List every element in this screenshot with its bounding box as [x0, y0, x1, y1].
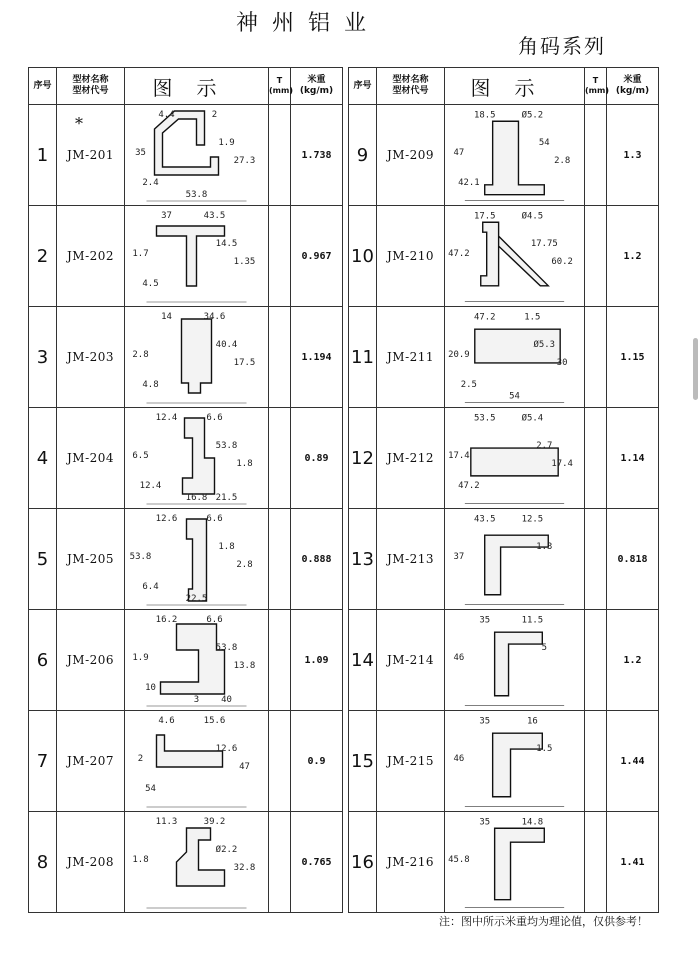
- weight-value: 1.44: [607, 711, 659, 812]
- drawing-cell: [125, 711, 269, 812]
- thickness-cell: [269, 812, 291, 913]
- dimension-label: 3: [193, 695, 200, 705]
- weight-value: 1.738: [291, 105, 343, 206]
- dimension-label: 30: [556, 357, 568, 368]
- row-number: 11: [349, 307, 377, 408]
- dimension-label: 27.3: [233, 156, 256, 166]
- row-number: 2: [29, 206, 57, 307]
- profile-code-cell: [377, 408, 445, 509]
- dimension-label: 4.6: [158, 716, 175, 726]
- dimension-label: 60.2: [551, 256, 573, 267]
- dimension-label: 4.8: [142, 380, 159, 390]
- profile-code: JM-204: [66, 451, 115, 465]
- profile-code-cell: [377, 307, 445, 408]
- profile-code-cell: [377, 610, 445, 711]
- dimension-label: 17.5: [233, 358, 256, 368]
- profile-outline: [161, 624, 225, 694]
- weight-header-line1: 米重: [307, 75, 326, 85]
- dimension-label: 22.5: [185, 594, 208, 604]
- dimension-label: 47.2: [458, 480, 480, 491]
- dimension-label: 12.4: [155, 413, 178, 423]
- dimension-label: 47: [239, 762, 250, 772]
- profile-drawing: [125, 105, 268, 205]
- profile-row: [349, 408, 659, 509]
- profile-code-cell: [57, 307, 125, 408]
- thickness-cell: [269, 206, 291, 307]
- scrollbar[interactable]: [693, 338, 698, 400]
- profile-row: [29, 812, 343, 913]
- dimension-label: 53.5: [473, 413, 496, 424]
- dimension-label: 18.5: [473, 110, 496, 121]
- profile-code-cell: [377, 509, 445, 610]
- row-number: 4: [29, 408, 57, 509]
- header-row: [349, 68, 659, 105]
- weight-value: 0.89: [291, 408, 343, 509]
- dimension-label: 5: [541, 643, 547, 654]
- weight-value: 1.2: [607, 206, 659, 307]
- dimension-label: 46: [453, 754, 465, 764]
- name-header-line1: 型材名称: [72, 75, 109, 85]
- dimension-label: 14.8: [521, 817, 544, 828]
- dimension-label: 6.6: [206, 413, 223, 423]
- name-header-line1: 型材名称: [392, 75, 429, 85]
- drawing-cell: [445, 307, 585, 408]
- weight-header: [291, 68, 343, 105]
- dimension-label: 2: [211, 110, 218, 120]
- weight-value: 0.888: [291, 509, 343, 610]
- profile-code: JM-209: [386, 148, 435, 162]
- profile-drawing: [445, 711, 584, 811]
- thickness-cell: [585, 206, 607, 307]
- drawing-header: 图示: [445, 68, 585, 105]
- dimension-label: 14: [161, 312, 172, 322]
- thickness-cell: [269, 408, 291, 509]
- row-number: 3: [29, 307, 57, 408]
- row-number: 13: [349, 509, 377, 610]
- profile-code-cell: [57, 408, 125, 509]
- dimension-label: 17.4: [448, 451, 470, 461]
- weight-header-line2: (kg/m): [299, 86, 334, 96]
- drawing-cell: [445, 408, 585, 509]
- profile-code-cell: [57, 610, 125, 711]
- dimension-label: 47.2: [448, 249, 470, 259]
- drawing-header: 图示: [125, 68, 269, 105]
- dimension-label: Ø5.2: [521, 110, 544, 121]
- dimension-label: 4.4: [158, 110, 175, 120]
- row-number: 8: [29, 812, 57, 913]
- profile-row: [349, 610, 659, 711]
- profile-outline: [157, 735, 223, 767]
- dimension-label: 35: [479, 716, 491, 727]
- profile-drawing: [125, 408, 268, 508]
- profile-code: JM-208: [66, 855, 115, 869]
- drawing-cell: [125, 105, 269, 206]
- profile-code: JM-212: [386, 451, 435, 465]
- weight-value: 1.194: [291, 307, 343, 408]
- dimension-label: 17.4: [551, 458, 573, 469]
- profile-code: JM-210: [386, 249, 435, 263]
- profile-row: [29, 105, 343, 206]
- weight-value: 0.967: [291, 206, 343, 307]
- dimension-label: 1.8: [218, 542, 235, 552]
- row-number: 16: [349, 812, 377, 913]
- weight-header: [607, 68, 659, 105]
- dimension-label: 12.4: [139, 481, 162, 491]
- dimension-label: 10: [145, 683, 156, 693]
- row-number: 14: [349, 610, 377, 711]
- dimension-label: 40: [221, 695, 232, 705]
- dimension-label: 43.5: [203, 211, 226, 221]
- dimension-label: 17.5: [473, 211, 496, 222]
- dimension-label: 53.8: [215, 441, 238, 451]
- drawing-cell: [445, 105, 585, 206]
- thickness-cell: [269, 610, 291, 711]
- thickness-cell: [585, 307, 607, 408]
- weight-value: 1.41: [607, 812, 659, 913]
- dimension-label: 12.5: [521, 514, 544, 525]
- drawing-cell: [125, 307, 269, 408]
- dimension-label: 1.8: [236, 459, 253, 469]
- dimension-label: 35: [135, 148, 146, 158]
- drawing-cell: [445, 206, 585, 307]
- dimension-label: 21.5: [215, 493, 238, 503]
- profile-code: JM-206: [66, 653, 115, 667]
- name-header-line2: 型材代号: [72, 86, 109, 96]
- weight-value: 1.09: [291, 610, 343, 711]
- profile-code: JM-216: [386, 855, 435, 869]
- profile-row: [29, 206, 343, 307]
- profile-row: [349, 105, 659, 206]
- dimension-label: 54: [145, 784, 156, 794]
- dimension-label: 34.6: [203, 312, 226, 322]
- profile-outline: [481, 222, 549, 286]
- profile-row: [29, 307, 343, 408]
- dimension-label: 15.6: [203, 716, 226, 726]
- profile-drawing: [445, 812, 584, 912]
- t-header: [269, 68, 291, 105]
- dimension-label: 39.2: [203, 817, 226, 827]
- dimension-label: 12.6: [155, 514, 178, 524]
- profile-outline: [177, 828, 225, 886]
- dimension-label: 4.5: [142, 279, 159, 289]
- row-number: 12: [349, 408, 377, 509]
- dimension-label: 1.5: [536, 744, 553, 755]
- thickness-cell: [585, 105, 607, 206]
- row-number: 9: [349, 105, 377, 206]
- thickness-cell: [585, 509, 607, 610]
- weight-value: 1.14: [607, 408, 659, 509]
- profile-code: JM-207: [66, 754, 115, 768]
- row-number: 10: [349, 206, 377, 307]
- weight-header-line1: 米重: [623, 75, 642, 85]
- profile-drawing: [445, 509, 584, 609]
- dimension-label: Ø4.5: [521, 211, 544, 222]
- drawing-cell: [125, 408, 269, 509]
- name-header-line2: 型材代号: [392, 86, 429, 96]
- row-number: 5: [29, 509, 57, 610]
- profile-outline: [182, 319, 212, 393]
- dimension-label: 12.6: [215, 744, 238, 754]
- dimension-label: 1.7: [132, 249, 149, 259]
- profile-drawing: [445, 408, 584, 508]
- dimension-label: Ø2.2: [215, 845, 238, 855]
- dimension-label: 53.8: [129, 552, 152, 562]
- dimension-label: Ø5.3: [533, 340, 556, 351]
- dimension-label: 6.5: [132, 451, 149, 461]
- dimension-label: 13.8: [233, 661, 256, 671]
- dimension-label: 47: [453, 148, 465, 158]
- drawing-cell: [125, 610, 269, 711]
- dimension-label: 2.8: [132, 350, 149, 360]
- profile-row: [349, 711, 659, 812]
- drawing-cell: [445, 812, 585, 913]
- weight-header-line2: (kg/m): [615, 86, 650, 96]
- t-header: [585, 68, 607, 105]
- row-number: 6: [29, 610, 57, 711]
- seq-header: 序号: [29, 68, 57, 105]
- profile-row: [349, 206, 659, 307]
- drawing-cell: [125, 206, 269, 307]
- weight-value: 0.765: [291, 812, 343, 913]
- thickness-cell: [269, 307, 291, 408]
- thickness-cell: [269, 509, 291, 610]
- profile-row: [29, 509, 343, 610]
- row-number: 7: [29, 711, 57, 812]
- dimension-label: 6.4: [142, 582, 159, 592]
- dimension-label: 6.6: [206, 615, 223, 625]
- dimension-label: Ø5.4: [521, 413, 544, 424]
- dimension-label: 11.5: [521, 615, 544, 626]
- dimension-label: 2.7: [536, 441, 553, 452]
- profile-code: JM-215: [386, 754, 435, 768]
- profile-outline: [493, 733, 543, 797]
- weight-value: 1.15: [607, 307, 659, 408]
- dimension-label: 2.5: [460, 379, 477, 390]
- profile-table-right: [348, 67, 659, 913]
- weight-value: 1.2: [607, 610, 659, 711]
- profile-outline: [495, 632, 543, 696]
- dimension-label: 1.9: [218, 138, 235, 148]
- dimension-label: 2: [137, 754, 144, 764]
- dimension-label: 43.5: [473, 514, 496, 525]
- profile-code: JM-214: [386, 653, 435, 667]
- dimension-label: 53.8: [215, 643, 238, 653]
- profile-drawing: [125, 610, 268, 710]
- profile-code-cell: [57, 812, 125, 913]
- dimension-label: 2.8: [554, 155, 571, 166]
- weight-value: 1.3: [607, 105, 659, 206]
- dimension-label: 45.8: [448, 855, 470, 865]
- dimension-label: 46: [453, 653, 465, 663]
- profile-drawing: [445, 105, 584, 205]
- profile-code-cell: [377, 812, 445, 913]
- featured-marker: *: [74, 114, 84, 133]
- profile-row: [29, 610, 343, 711]
- t-header-label: T: [276, 76, 283, 85]
- seq-header: 序号: [349, 68, 377, 105]
- profile-code-cell: [377, 105, 445, 206]
- dimension-label: 54: [509, 391, 520, 402]
- profile-code: JM-201: [66, 148, 115, 162]
- profile-row: [29, 711, 343, 812]
- dimension-label: 1.8: [132, 855, 149, 865]
- thickness-cell: [585, 610, 607, 711]
- thickness-cell: [269, 711, 291, 812]
- profile-drawing: [125, 206, 268, 306]
- drawing-cell: [125, 509, 269, 610]
- profile-drawing: [445, 610, 584, 710]
- dimension-label: 6.6: [206, 514, 223, 524]
- dimension-label: 40.4: [215, 340, 238, 350]
- dimension-label: 11.3: [155, 817, 178, 827]
- dimension-label: 14.5: [215, 239, 238, 249]
- profile-table-left: [28, 67, 343, 913]
- profile-code: JM-205: [66, 552, 115, 566]
- profile-code-cell: [377, 711, 445, 812]
- dimension-label: 2.4: [142, 178, 159, 188]
- profile-drawing: [125, 711, 268, 811]
- header-row: [29, 68, 343, 105]
- dimension-label: 2.8: [236, 560, 253, 570]
- profile-drawing: [445, 307, 584, 407]
- dimension-label: 37: [161, 211, 172, 221]
- profile-drawing: [445, 206, 584, 306]
- profile-outline: [157, 226, 225, 286]
- profile-row: [29, 408, 343, 509]
- footnote: 注：图中所示米重均为理论值，仅供参考！: [439, 915, 648, 928]
- profile-drawing: [125, 509, 268, 609]
- dimension-label: 47.2: [473, 312, 496, 323]
- dimension-label: 1.35: [233, 257, 256, 267]
- profile-code: JM-211: [386, 350, 435, 364]
- drawing-cell: [445, 610, 585, 711]
- thickness-cell: [269, 105, 291, 206]
- drawing-cell: [445, 711, 585, 812]
- dimension-label: 1.5: [524, 312, 541, 323]
- dimension-label: 42.1: [458, 177, 480, 188]
- weight-value: 0.818: [607, 509, 659, 610]
- dimension-label: 53.8: [185, 190, 208, 200]
- profile-outline: [495, 828, 545, 899]
- profile-drawing: [125, 307, 268, 407]
- thickness-cell: [585, 711, 607, 812]
- weight-value: 0.9: [291, 711, 343, 812]
- dimension-label: 54: [538, 138, 550, 149]
- company-name: 神州铝业: [236, 11, 381, 36]
- profile-code: JM-213: [386, 552, 435, 566]
- profile-outline: [485, 121, 545, 194]
- profile-row: [349, 812, 659, 913]
- dimension-label: 32.8: [233, 863, 256, 873]
- name-header: [57, 68, 125, 105]
- profile-outline: [471, 448, 558, 476]
- profile-row: [349, 307, 659, 408]
- drawing-cell: [125, 812, 269, 913]
- dimension-label: 37: [453, 552, 465, 562]
- dimension-label: 1.3: [536, 542, 553, 553]
- t-header-unit: (mm): [585, 86, 609, 95]
- profile-row: [349, 509, 659, 610]
- t-header-label: T: [592, 76, 599, 85]
- profile-code-cell: [57, 105, 125, 206]
- profile-code-cell: [57, 509, 125, 610]
- profile-outline: [187, 519, 207, 601]
- series-title: 角码系列: [518, 34, 606, 58]
- dimension-label: 16.8: [185, 493, 208, 503]
- dimension-label: 35: [479, 817, 491, 828]
- dimension-label: 16: [526, 716, 538, 727]
- profile-code: JM-202: [66, 249, 115, 263]
- dimension-label: 20.9: [448, 350, 470, 360]
- profile-outline: [183, 418, 215, 494]
- dimension-label: 17.75: [530, 239, 558, 250]
- profile-outline: [155, 111, 219, 175]
- profile-code-cell: [377, 206, 445, 307]
- profile-code: JM-203: [66, 350, 115, 364]
- profile-code-cell: [57, 206, 125, 307]
- row-number: 1: [29, 105, 57, 206]
- row-number: 15: [349, 711, 377, 812]
- thickness-cell: [585, 408, 607, 509]
- dimension-label: 1.9: [132, 653, 149, 663]
- dimension-label: 35: [479, 615, 491, 626]
- drawing-cell: [445, 509, 585, 610]
- profile-code-cell: [57, 711, 125, 812]
- profile-drawing: [125, 812, 268, 912]
- thickness-cell: [585, 812, 607, 913]
- dimension-label: 16.2: [155, 615, 178, 625]
- name-header: [377, 68, 445, 105]
- t-header-unit: (mm): [269, 86, 293, 95]
